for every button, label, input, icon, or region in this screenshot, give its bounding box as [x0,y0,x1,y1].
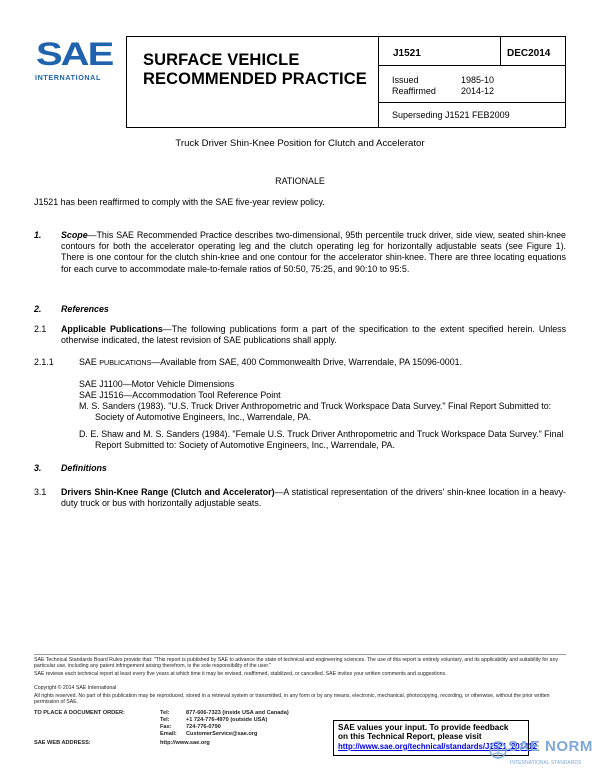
web-label: SAE WEB ADDRESS: [34,740,91,746]
reference-item: SAE J1516—Accommodation Tool Reference Point [79,390,281,400]
web-value[interactable]: http://www.sae.org [160,740,210,746]
fax-value: 724-776-0790 [186,724,221,730]
watermark-globe-icon [488,740,508,760]
document-title: Truck Driver Shin-Knee Position for Clutch and Accelerator [175,138,425,149]
section-3-number: 3. [34,463,42,473]
reaffirmed-label: Reaffirmed [392,86,436,96]
footer-review-note: SAE reviews each technical report at least every five years at which time it may be revised, reaffirmed, stabilized, or cancelled. SAE invites your written comments and suggestions. [34,671,447,677]
reference-item: M. S. Sanders (1983). "U.S. Truck Driver Anthropometric and Truck Workspace Data Survey." Final Report Submitted to: Society of Automotive Engineers, Inc., Warrendale, PA. [79,401,552,423]
watermark [486,736,596,772]
section-3-1-number: 3.1 [34,487,47,497]
doc-kind-line2: RECOMMENDED PRACTICE [143,70,367,88]
feedback-line2: on this Technical Report, please visit [338,732,482,742]
section-3-1-title: Drivers Shin-Knee Range (Clutch and Accelerator) [61,487,275,497]
tel2-label: Tel: [160,717,170,723]
section-3-1-text: —A statistical representation of the drivers' shin-knee location in a heavy-duty truck or bus with horizontally adjustable seats. [61,487,566,509]
sae-logo [32,38,116,84]
doc-kind-line1: SURFACE VEHICLE [143,51,300,69]
watermark-text: SAE NORM [508,738,593,755]
section-1-text: —This SAE Recommended Practice describes two-dimensional, 95th percentile truck driver, side view, seated shin-knee contours for both the accelerator operating leg and the clutch operating leg for horizontally adjustable seats (see Figure 1). There is one contour for the clutch shin-knee and one contour for the accelerator shin-knee. There are three locating equations for each curve to accommodate male-to-female ratios of 50:50, 75:25, and 90:10 to 95:5. [61,230,566,274]
reference-item: SAE J1100—Motor Vehicle Dimensions [79,379,235,389]
email-label: Email: [160,731,177,737]
reaffirmed-value: 2014-12 [461,86,495,96]
feedback-line1: SAE values your input. To provide feedback [338,723,509,732]
section-3-1-paragraph [61,487,566,509]
section-2-1-text: —The following publications form a part of the specification to the extent specified herein. Unless otherwise indicated, the latest revision of SAE publications shall apply. [61,324,567,346]
section-2-1-number: 2.1 [34,324,47,334]
email-value[interactable]: CustomerService@sae.org [186,731,258,737]
section-2-1-1-text: —Available from SAE, 400 Commonwealth Drive, Warrendale, PA 15096-0001. [151,357,463,367]
reference-item: D. E. Shaw and M. S. Sanders (1984). "Female U.S. Truck Driver Anthropometric and Truck Workspace Data Survey." Final Report Submitted to: Society of Automotive Engineers, Inc., Warrendale, PA. [79,429,564,451]
footer-divider [34,654,566,655]
document-date: DEC2014 [507,48,551,59]
document-number: J1521 [393,48,421,59]
section-2-1-paragraph [61,324,566,346]
superseding-note: Superseding J1521 FEB2009 [392,110,510,120]
feedback-link[interactable]: http://www.sae.org/technical/standards/J1521_201412 [338,741,538,751]
section-2-1-1-publications: PUBLICATIONS [99,358,152,367]
tel-value: 877-606-7323 (inside USA and Canada) [186,710,289,716]
section-3-title: Definitions [61,463,107,473]
section-2-1-1-number: 2.1.1 [34,357,54,367]
watermark-subtext: INTERNATIONAL STANDARDS [510,760,582,766]
tel2-value: +1 724-776-4970 (outside USA) [186,717,268,723]
section-1-number: 1. [34,230,42,240]
document-kind [143,51,367,89]
tel-label: Tel: [160,710,170,716]
footer-disclaimer: SAE Technical Standards Board Rules provide that: "This report is published by SAE to advance the state of technical and engineering sciences. The use of this report is entirely voluntary, and its applicability and suitability for any particular use, including any patent infringement arising therefrom, is the sole responsibility of the user." [34,657,559,670]
fax-label: Fax: [160,724,172,730]
section-2-title: References [61,304,109,314]
section-1-title: Scope [61,230,88,240]
rationale-text: J1521 has been reaffirmed to comply with the SAE five-year review policy. [34,197,325,207]
logo-subtext: INTERNATIONAL [35,73,101,82]
section-2-1-1-sae: SAE [79,357,97,367]
footer-copyright: Copyright © 2014 SAE International [34,685,117,691]
issued-value: 1985-10 [461,75,495,85]
order-label: TO PLACE A DOCUMENT ORDER: [34,710,125,716]
section-1-paragraph [61,230,566,275]
footer-rights: All rights reserved. No part of this publication may be reproduced, stored in a retrieval system or transmitted, in any form or by any means, electronic, mechanical, photocopying, recording, or otherwise, without the prior written permission of SAE. [34,693,550,706]
logo-letters: SAE [36,36,113,73]
section-2-1-title: Applicable Publications [61,324,163,334]
rationale-heading: RATIONALE [275,176,325,186]
section-2-1-1-paragraph [79,357,566,368]
section-2-number: 2. [34,304,42,314]
issued-label: Issued [392,75,419,85]
